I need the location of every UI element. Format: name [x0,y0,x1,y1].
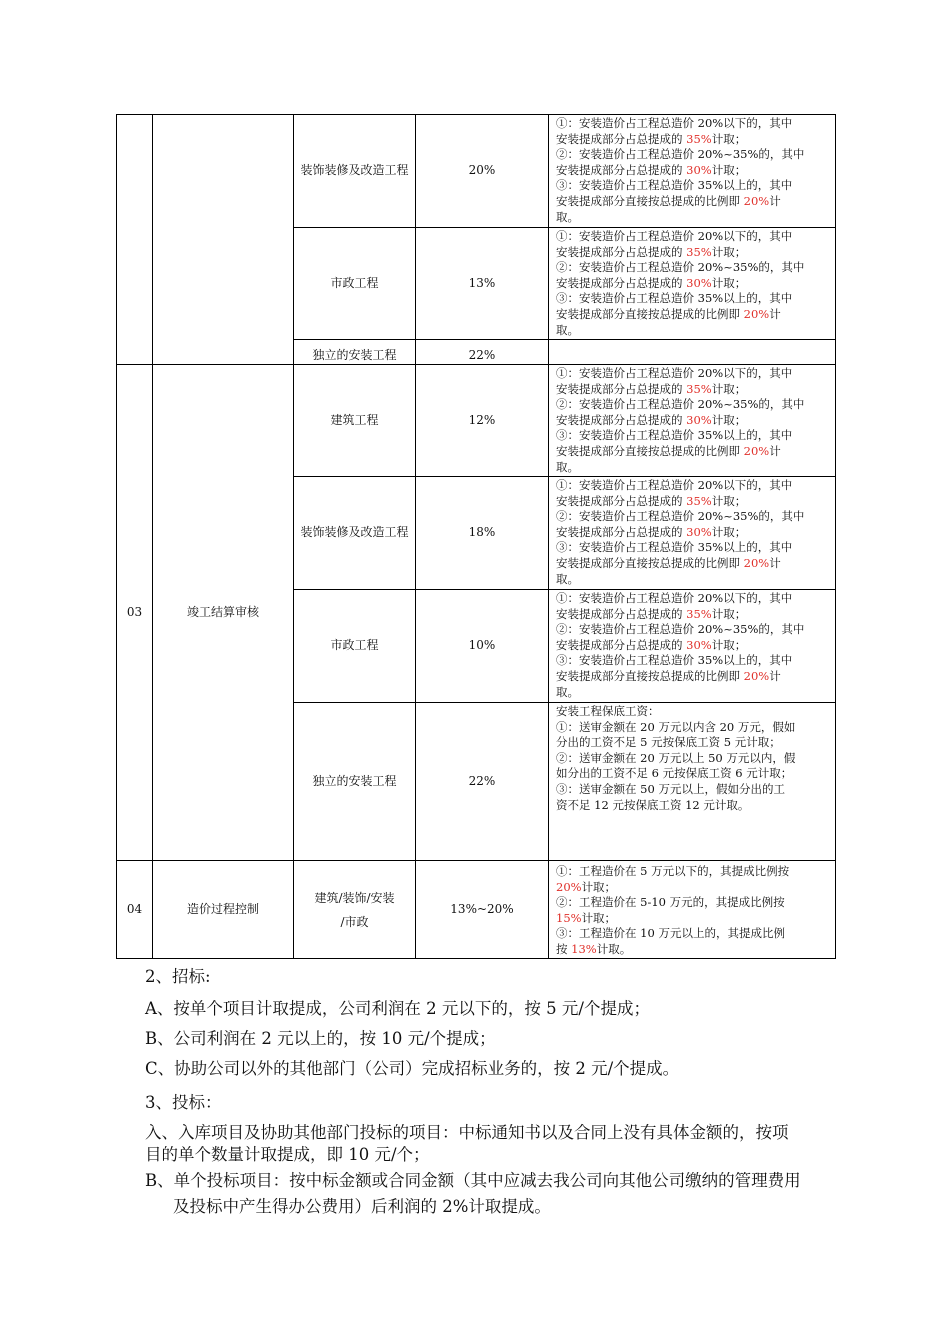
project-cell: 装饰装修及改造工程 [294,477,416,590]
no-cell [117,115,153,365]
project-cell: 市政工程 [294,228,416,340]
rate-cell: 20% [416,115,549,228]
rate-cell: 22% [416,340,549,365]
project-cell: 建筑工程 [294,365,416,477]
rule-cell: 安装工程保底工资： ①：送审金额在 20 万元以内含 20 万元，假如 分出的工资不足 5 元按保底工资 5 元计取； ②：送审金额在 20 万元以上 50 万元以内，假 如分出的工资不足 6 元按保底工资 6 元计取； ③：送审金额在 50 万元以上，假如分出的工 资不足 12 元按保底工资 12 元计取。 [549,703,836,861]
table-row [117,115,836,228]
no-cell: 04 [117,861,153,959]
tender-item-a: 入、入库项目及协助其他部门投标的项目：中标通知书以及合同上没有具体金额的，按项 目的单个数量计取提成，即 10 元/个； [145,1123,789,1164]
project-cell: 建筑/装饰/安装 /市政 [294,861,416,959]
category-cell: 竣工结算审核 [153,365,294,861]
rule-cell: ①：安装造价占工程总造价 20%以下的，其中 安装提成部分占总提成的 35%计取； ②：安装造价占工程总造价 20%~35%的，其中 安装提成部分占总提成的 30%计取； ③：安装造价占工程总造价 35%以上的，其中 安装提成部分直接按总提成的比例即 20%计 取。 [549,477,836,590]
section-title-tender: 3、投标： [145,1093,222,1112]
rate-cell: 12% [416,365,549,477]
project-cell: 独立的安装工程 [294,703,416,861]
section-title-bidding: 2、招标: [145,967,211,986]
rate-cell: 13% [416,228,549,340]
no-cell: 03 [117,365,153,861]
table-row [117,861,836,959]
commission-table [116,114,836,959]
rule-cell: ①：安装造价占工程总造价 20%以下的，其中 安装提成部分占总提成的 35%计取； ②：安装造价占工程总造价 20%~35%的，其中 安装提成部分占总提成的 30%计取； ③：安装造价占工程总造价 35%以上的，其中 安装提成部分直接按总提成的比例即 20%计 取。 [549,590,836,703]
category-cell: 造价过程控制 [153,861,294,959]
rate-cell: 22% [416,703,549,861]
rule-cell [549,340,836,365]
bidding-item-b: B、公司利润在 2 元以上的，按 10 元/个提成； [145,1029,496,1048]
rule-cell: ①：安装造价占工程总造价 20%以下的，其中 安装提成部分占总提成的 35%计取； ②：安装造价占工程总造价 20%~35%的，其中 安装提成部分占总提成的 30%计取； ③：安装造价占工程总造价 35%以上的，其中 安装提成部分直接按总提成的比例即 20%计 取。 [549,228,836,340]
project-cell: 装饰装修及改造工程 [294,115,416,228]
bidding-item-c: C、协助公司以外的其他部门（公司）完成招标业务的，按 2 元/个提成。 [145,1059,680,1078]
rule-cell: ①：安装造价占工程总造价 20%以下的，其中 安装提成部分占总提成的 35%计取； ②：安装造价占工程总造价 20%~35%的，其中 安装提成部分占总提成的 30%计取； ③：安装造价占工程总造价 35%以上的，其中 安装提成部分直接按总提成的比例即 20%计 取。 [549,115,836,228]
bidding-item-a: A、按单个项目计取提成，公司利润在 2 元以下的，按 5 元/个提成； [145,999,650,1018]
rate-cell: 13%~20% [416,861,549,959]
rate-cell: 10% [416,590,549,703]
rule-cell: ①：工程造价在 5 万元以下的，其提成比例按 20%计取； ②：工程造价在 5-10 万元的，其提成比例按 15%计取； ③：工程造价在 10 万元以上的，其提成比例 按 13%计取。 [549,861,836,959]
category-cell [153,115,294,365]
rate-cell: 18% [416,477,549,590]
table-row [117,365,836,477]
project-cell: 独立的安装工程 [294,340,416,365]
rule-cell: ①：安装造价占工程总造价 20%以下的，其中 安装提成部分占总提成的 35%计取； ②：安装造价占工程总造价 20%~35%的，其中 安装提成部分占总提成的 30%计取； ③：安装造价占工程总造价 35%以上的，其中 安装提成部分直接按总提成的比例即 20%计 取。 [549,365,836,477]
project-cell: 市政工程 [294,590,416,703]
tender-item-b: B、单个投标项目：按中标金额或合同金额（其中应减去我公司向其他公司缴纳的管理费用 及投标中产生得办公费用）后利润的 2%计取提成。 [145,1171,801,1216]
